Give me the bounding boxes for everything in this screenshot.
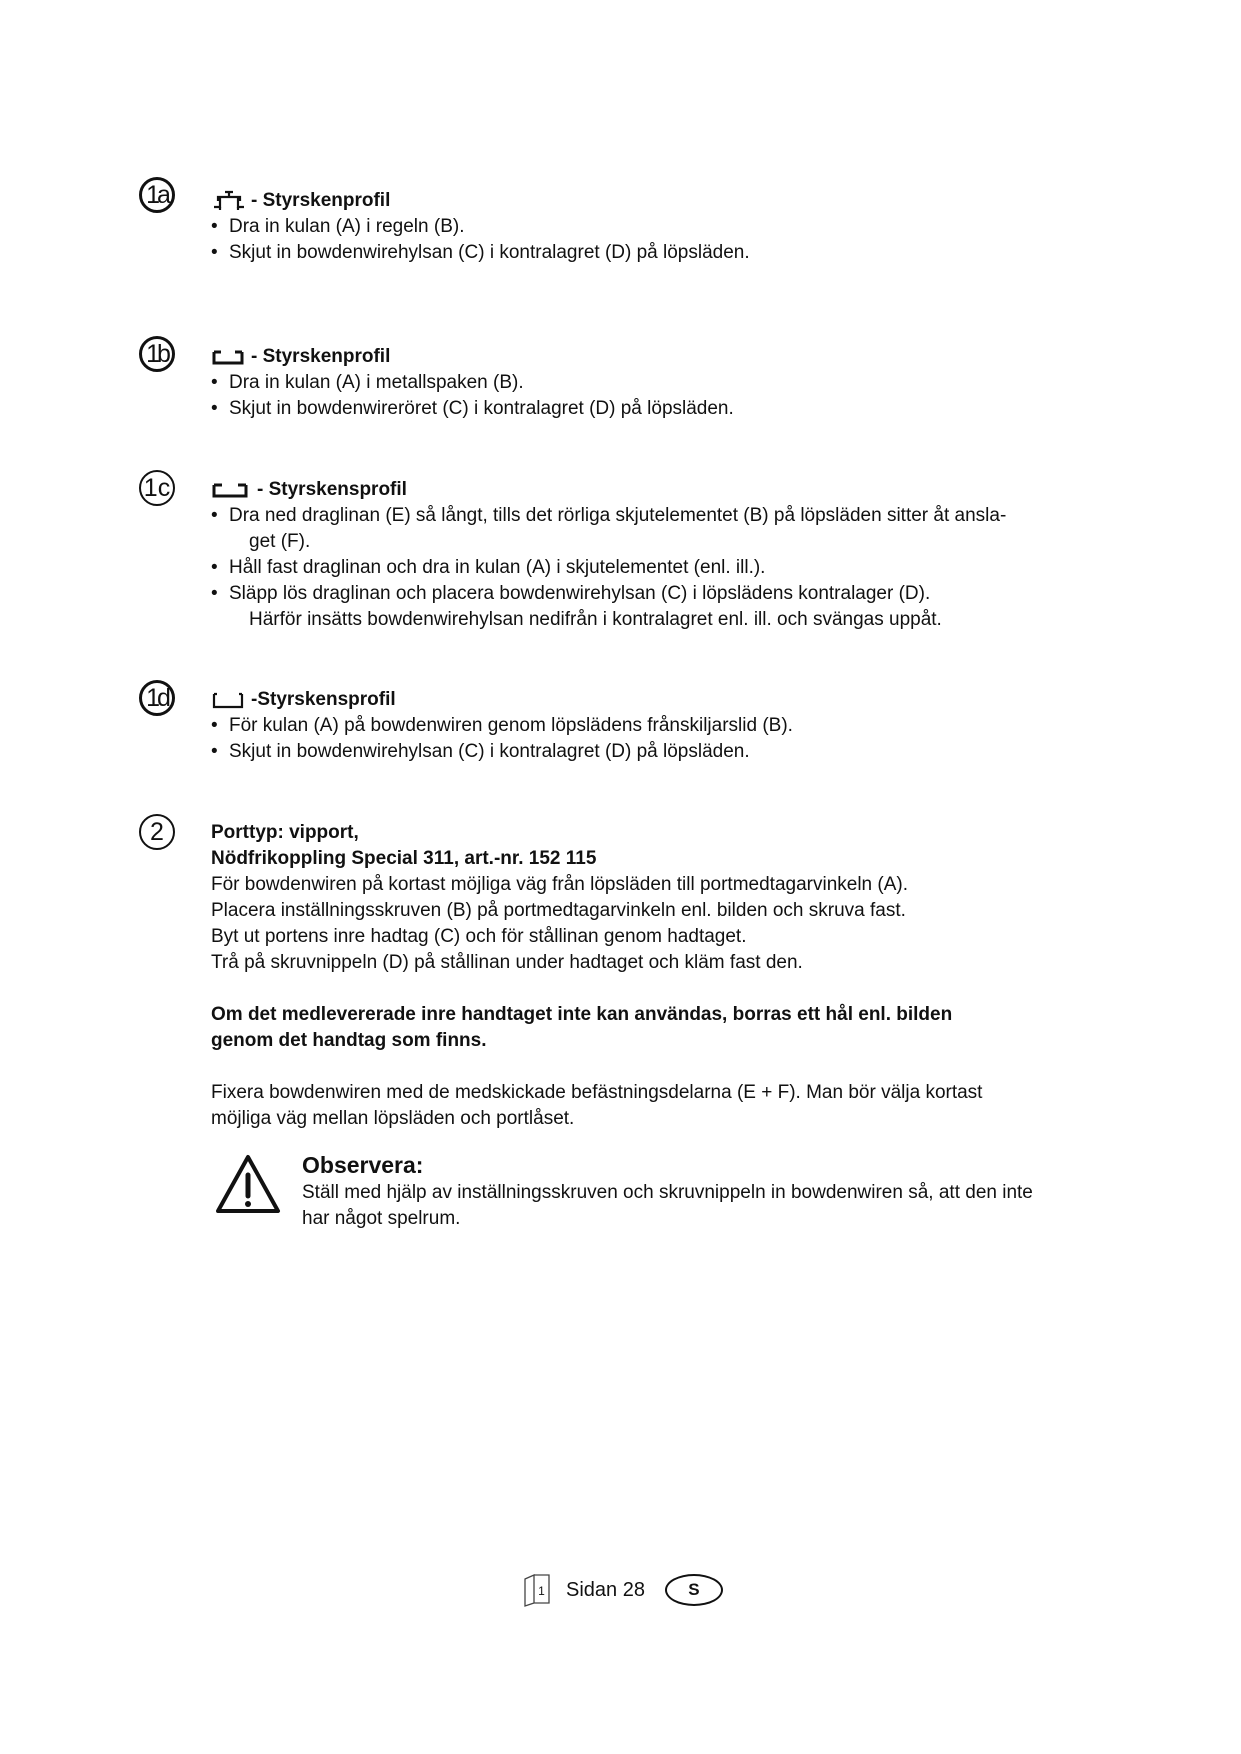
section-2: [211, 820, 1131, 1132]
step-badge-1c: 1c: [139, 470, 175, 506]
section-1d-list: [211, 713, 1131, 765]
list-item: • Håll fast draglinan och dra in kulan (A) i skjutelementet (enl. ill.).: [211, 555, 1131, 581]
warning-text: Ställ med hjälp av inställningsskruven och skruvnippeln in bowdenwiren så, att den inte: [302, 1182, 1033, 1203]
u-rail-profile-icon: [211, 479, 251, 501]
page-number: Sidan 28: [566, 1578, 645, 1601]
section-2-fix-note: möjliga väg mellan löpsläden och portlåset.: [211, 1108, 575, 1129]
warning-box: [302, 1150, 1122, 1232]
section-2-line: Trå på skruvnippeln (D) på stållinan under hadtaget och kläm fast den.: [211, 952, 803, 973]
section-1d-title: -Styrskensprofil: [251, 689, 396, 710]
t-rail-profile-icon: [211, 189, 245, 213]
u-rail-profile-icon: [211, 689, 245, 711]
step-badge-2: 2: [139, 814, 175, 850]
section-1a-heading: [211, 188, 1131, 214]
list-item: • Dra in kulan (A) i metallspaken (B).: [211, 370, 1131, 396]
language-badge: S: [665, 1574, 723, 1606]
section-2-subtitle: Nödfrikoppling Special 311, art.-nr. 152 115: [211, 848, 597, 869]
section-1a: [211, 188, 1131, 266]
section-2-line: Placera inställningsskruven (B) på portmedtagarvinkeln enl. bilden och skruva fast.: [211, 900, 906, 921]
list-item: • För kulan (A) på bowdenwiren genom löpslädens frånskiljarslid (B).: [211, 713, 1131, 739]
section-1c-title: - Styrskensprofil: [257, 479, 407, 500]
section-2-bold-note: Om det medlevererade inre handtaget inte kan användas, borras ett hål enl. bilden: [211, 1004, 953, 1025]
section-1b: [211, 344, 1131, 422]
list-item-continuation: get (F).: [249, 531, 311, 552]
list-item: • Skjut in bowdenwirehylsan (C) i kontralagret (D) på löpsläden.: [211, 240, 1131, 266]
list-item-text: Dra ned draglinan (E) så långt, tills det rörliga skjutelementet (B) på löpsläden sitter åt ansla-: [229, 505, 1007, 526]
list-item: • Dra in kulan (A) i regeln (B).: [211, 214, 1131, 240]
warning-title: Observera:: [302, 1152, 424, 1178]
section-1a-title: - Styrskenprofil: [251, 190, 391, 211]
section-1c-note: Härför insätts bowdenwirehylsan nedifrån i kontralagret enl. ill. och svängas uppåt.: [249, 609, 942, 630]
section-2-title: Porttyp: vipport,: [211, 822, 359, 843]
section-1d: [211, 687, 1131, 765]
u-rail-profile-icon: [211, 346, 245, 368]
section-1d-heading: [211, 687, 1131, 713]
book-icon: [522, 1573, 552, 1607]
section-2-bold-note: genom det handtag som finns.: [211, 1030, 487, 1051]
warning-triangle-icon: [214, 1153, 282, 1215]
section-2-fix-note: Fixera bowdenwiren med de medskickade befästningsdelarna (E + F). Man bör välja kortast: [211, 1082, 983, 1103]
book-number: 1: [538, 1584, 545, 1598]
list-item: • Skjut in bowdenwirehylsan (C) i kontralagret (D) på löpsläden.: [211, 739, 1131, 765]
list-item: [211, 503, 1131, 555]
list-item: • Skjut in bowdenwireröret (C) i kontralagret (D) på löpsläden.: [211, 396, 1131, 422]
section-2-line: Byt ut portens inre hadtag (C) och för stållinan genom hadtaget.: [211, 926, 747, 947]
list-item: • Släpp lös draglinan och placera bowdenwirehylsan (C) i löpslädens kontralager (D).: [211, 581, 1131, 607]
section-1c-list: [211, 503, 1131, 607]
section-1b-title: - Styrskenprofil: [251, 346, 391, 367]
warning-text: har något spelrum.: [302, 1208, 461, 1229]
step-badge-1b: 1b: [139, 336, 175, 372]
section-1a-list: [211, 214, 1131, 266]
page-footer: [522, 1573, 723, 1607]
section-1c: [211, 477, 1131, 633]
step-badge-1d: 1d: [139, 680, 175, 716]
section-2-line: För bowdenwiren på kortast möjliga väg från löpsläden till portmedtagarvinkeln (A).: [211, 874, 909, 895]
section-1c-heading: [211, 477, 1131, 503]
section-1b-heading: [211, 344, 1131, 370]
step-badge-1a: 1a: [139, 177, 175, 213]
section-1b-list: [211, 370, 1131, 422]
